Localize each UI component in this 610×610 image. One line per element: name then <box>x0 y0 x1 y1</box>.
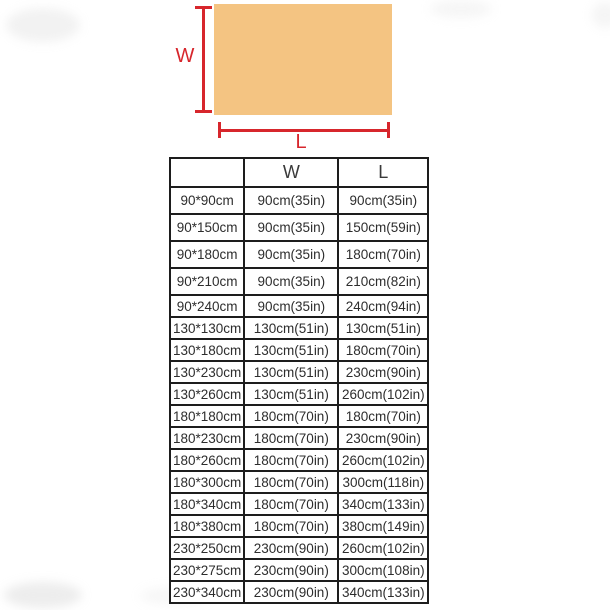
watermark-smudge <box>430 0 492 18</box>
size-cell: 180*230cm <box>170 427 244 449</box>
fabric-rectangle <box>214 4 392 115</box>
width-cell: 130cm(51in) <box>244 339 338 361</box>
length-cell: 260cm(102in) <box>338 449 428 471</box>
length-cell: 230cm(90in) <box>338 427 428 449</box>
length-cell: 260cm(102in) <box>338 537 428 559</box>
length-cell: 240cm(94in) <box>338 295 428 317</box>
width-cell: 230cm(90in) <box>244 581 338 603</box>
length-cell: 210cm(82in) <box>338 268 428 295</box>
length-dimension-cap-right <box>387 122 390 138</box>
size-cell: 180*260cm <box>170 449 244 471</box>
width-dimension-line <box>202 7 205 113</box>
width-cell: 180cm(70in) <box>244 515 338 537</box>
width-cell: 230cm(90in) <box>244 537 338 559</box>
width-cell: 90cm(35in) <box>244 214 338 241</box>
size-table-header <box>170 158 428 187</box>
table-row <box>170 537 428 559</box>
size-cell: 180*180cm <box>170 405 244 427</box>
table-row <box>170 361 428 383</box>
table-row <box>170 515 428 537</box>
watermark-smudge <box>4 582 82 608</box>
width-cell: 180cm(70in) <box>244 427 338 449</box>
watermark-smudge <box>592 2 610 28</box>
size-cell: 90*90cm <box>170 187 244 214</box>
length-cell: 90cm(35in) <box>338 187 428 214</box>
size-cell: 130*260cm <box>170 383 244 405</box>
width-cell: 130cm(51in) <box>244 383 338 405</box>
width-cell: 90cm(35in) <box>244 295 338 317</box>
length-cell: 300cm(118in) <box>338 471 428 493</box>
header-size-cell <box>170 158 244 187</box>
width-dimension-cap-top <box>195 6 212 9</box>
width-cell: 90cm(35in) <box>244 268 338 295</box>
header-length-cell: L <box>338 158 428 187</box>
table-row <box>170 449 428 471</box>
size-cell: 130*130cm <box>170 317 244 339</box>
header-row <box>170 158 428 187</box>
length-cell: 130cm(51in) <box>338 317 428 339</box>
length-cell: 180cm(70in) <box>338 405 428 427</box>
width-cell: 180cm(70in) <box>244 471 338 493</box>
size-table-body <box>170 187 428 603</box>
watermark-smudge <box>6 8 80 42</box>
size-cell: 180*300cm <box>170 471 244 493</box>
size-cell: 90*210cm <box>170 268 244 295</box>
table-row <box>170 471 428 493</box>
header-width-cell: W <box>244 158 338 187</box>
width-label: W <box>175 45 195 67</box>
size-cell: 90*150cm <box>170 214 244 241</box>
table-row <box>170 493 428 515</box>
table-row <box>170 317 428 339</box>
table-row <box>170 427 428 449</box>
length-cell: 180cm(70in) <box>338 339 428 361</box>
size-table <box>169 157 429 604</box>
table-row <box>170 268 428 295</box>
length-dimension-cap-left <box>218 122 221 138</box>
width-dimension-cap-bottom <box>195 110 212 113</box>
width-cell: 180cm(70in) <box>244 405 338 427</box>
table-row <box>170 187 428 214</box>
length-cell: 230cm(90in) <box>338 361 428 383</box>
width-cell: 90cm(35in) <box>244 187 338 214</box>
length-cell: 150cm(59in) <box>338 214 428 241</box>
table-row <box>170 581 428 603</box>
size-cell: 90*240cm <box>170 295 244 317</box>
table-row <box>170 241 428 268</box>
width-cell: 230cm(90in) <box>244 559 338 581</box>
table-row <box>170 405 428 427</box>
size-cell: 130*180cm <box>170 339 244 361</box>
size-cell: 130*230cm <box>170 361 244 383</box>
width-cell: 130cm(51in) <box>244 361 338 383</box>
size-cell: 180*380cm <box>170 515 244 537</box>
length-cell: 300cm(108in) <box>338 559 428 581</box>
size-cell: 90*180cm <box>170 241 244 268</box>
table-row <box>170 295 428 317</box>
length-cell: 260cm(102in) <box>338 383 428 405</box>
width-cell: 130cm(51in) <box>244 317 338 339</box>
table-row <box>170 559 428 581</box>
length-cell: 380cm(149in) <box>338 515 428 537</box>
size-cell: 230*250cm <box>170 537 244 559</box>
length-label: L <box>295 131 307 153</box>
width-cell: 90cm(35in) <box>244 241 338 268</box>
length-cell: 340cm(133in) <box>338 493 428 515</box>
table-row <box>170 214 428 241</box>
length-cell: 340cm(133in) <box>338 581 428 603</box>
size-cell: 230*340cm <box>170 581 244 603</box>
table-row <box>170 383 428 405</box>
width-cell: 180cm(70in) <box>244 449 338 471</box>
table-row <box>170 339 428 361</box>
size-cell: 230*275cm <box>170 559 244 581</box>
size-cell: 180*340cm <box>170 493 244 515</box>
length-cell: 180cm(70in) <box>338 241 428 268</box>
width-cell: 180cm(70in) <box>244 493 338 515</box>
